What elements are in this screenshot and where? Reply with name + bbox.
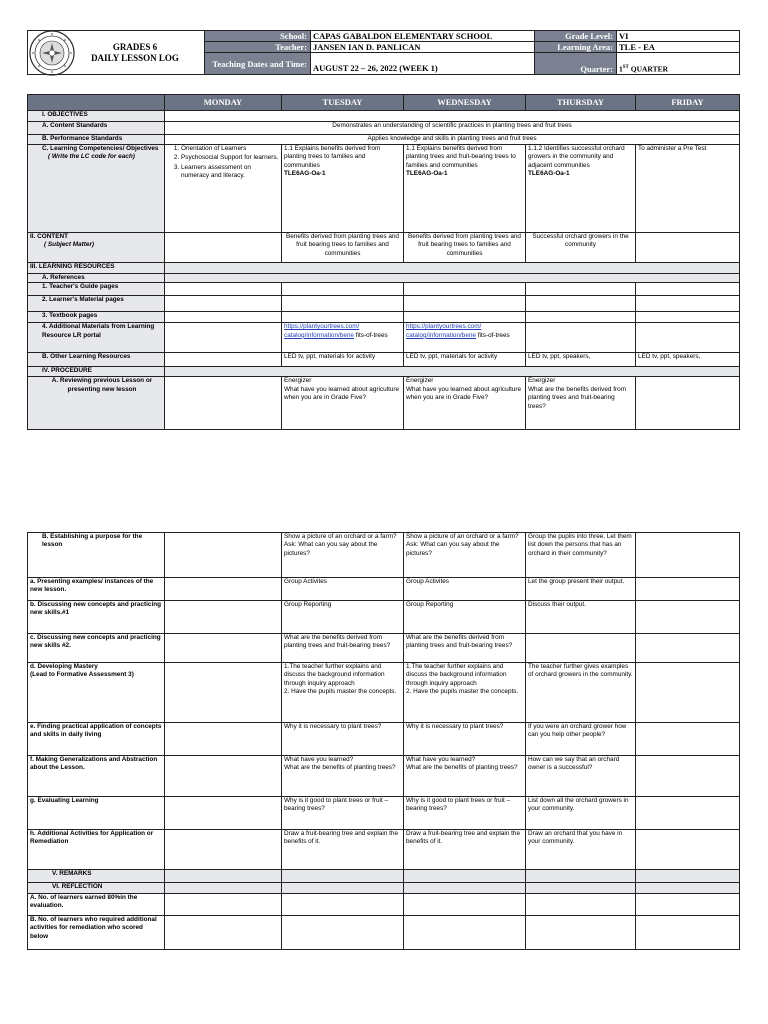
day-header-blank xyxy=(28,95,165,111)
additional-materials-label: 4. Additional Materials from Learning Resource LR portal xyxy=(28,323,165,353)
references-span xyxy=(165,274,740,283)
objectives-span xyxy=(165,111,740,122)
tg-label: 1. Teacher's Guide pages xyxy=(28,283,165,296)
proc-b-thursday: Group the pupils into three. Let them list down the persons that has an orchard in their community? xyxy=(526,533,636,578)
proc-c-label: a. Presenting examples/ instances of the new lesson. xyxy=(28,578,165,601)
resources-label: III. LEARNING RESOURCES xyxy=(28,263,165,274)
proc-d-label: b. Discussing new concepts and practicing new skills.#1 xyxy=(28,601,165,634)
proc-c-thursday: Let the group present their output. xyxy=(526,578,636,601)
other-tuesday: LED tv, ppt, materials for activity xyxy=(282,353,404,367)
content-tuesday: Benefits derived from planting trees and fruit bearing trees to families and communities xyxy=(282,233,404,263)
quarter-value xyxy=(617,53,740,75)
proc-j-tuesday: Draw a fruit-bearing tree and explain the benefits of it. xyxy=(282,830,404,870)
day-thursday: THURSDAY xyxy=(526,95,636,111)
title-line1: GRADES 6 xyxy=(112,41,158,52)
competencies-tuesday xyxy=(282,145,404,233)
school-label: School: xyxy=(205,31,311,42)
content-cell xyxy=(28,233,165,263)
title-line2: DAILY LESSON LOG xyxy=(91,52,179,63)
proc-f-label: d. Developing Mastery (Lead to Formative Assessment 3) xyxy=(28,663,165,723)
wednesday-code: TLE6AG-Oa-1 xyxy=(406,170,448,178)
day-monday: MONDAY xyxy=(165,95,282,111)
proc-f-wednesday: 1.The teacher further explains and discuss the background information through inquiry approach 2. Have the pupils master the concepts. xyxy=(404,663,526,723)
quarter-label: Quarter: xyxy=(535,53,617,75)
teacher-label: Teacher: xyxy=(205,42,311,53)
references-label: A. References xyxy=(28,274,165,283)
dates-value: AUGUST 22 – 26, 2022 (WEEK 1) xyxy=(311,53,535,75)
reflection-a-label: A. No. of learners earned 80%in the evaluation. xyxy=(28,894,165,916)
procedure-label: IV. PROCEDURE xyxy=(28,367,165,377)
proc-i-thursday: List down all the orchard growers in your community. xyxy=(526,797,636,830)
proc-h-wednesday: What have you learned? What are the benefits of planting trees? xyxy=(404,756,526,797)
proc-e-label: c. Discussing new concepts and practicing new skills #2. xyxy=(28,634,165,663)
proc-a-tuesday: Energizer What have you learned about agriculture when you are in Grade Five? xyxy=(282,377,404,430)
monday-item: 2. Psychosocial Support for learners. xyxy=(181,154,279,162)
content-wednesday: Benefits derived from planting trees and fruit bearing trees to families and communities xyxy=(404,233,526,263)
thursday-objective: 1.1.2 Identifies successful orchard growers in the community and adjacent communities xyxy=(528,145,625,169)
quarter-text: QUARTER xyxy=(628,64,668,73)
resource-link[interactable]: https://plantyourtrees.com/ xyxy=(406,323,482,331)
thursday-code: TLE6AG-Oa-1 xyxy=(528,170,570,178)
competencies-monday xyxy=(165,145,282,233)
proc-c-tuesday: Group Activites xyxy=(282,578,404,601)
proc-a-thursday: Energizer What are the benefits derived from planting trees and fruit-bearing trees? xyxy=(526,377,636,430)
monday-item: 3. Learners assessment on numeracy and literacy. xyxy=(181,164,279,181)
remarks-label: V. REMARKS xyxy=(28,870,165,883)
proc-g-label: e. Finding practical application of concepts and skills in daily living xyxy=(28,723,165,756)
proc-a-label: A. Reviewing previous Lesson or presenting new lesson xyxy=(28,377,165,430)
objectives-label: I. OBJECTIVES xyxy=(28,111,165,122)
proc-e-wednesday: What are the benefits derived from planting trees and fruit-bearing trees? xyxy=(404,634,526,663)
monday-item: 1. Orientation of Learners xyxy=(181,145,279,153)
resource-link[interactable]: catalog/information/bene xyxy=(406,331,476,339)
header-title xyxy=(28,31,205,75)
proc-b-wednesday: Show a picture of an orchard or a farm? Ask: What can you say about the pictures? xyxy=(404,533,526,578)
link-tail: fits-of-trees xyxy=(354,331,388,339)
school-value: CAPAS GABALDON ELEMENTARY SCHOOL xyxy=(311,31,535,42)
proc-f-thursday: The teacher further gives examples of orchard growers in the community. xyxy=(526,663,636,723)
competencies-wednesday xyxy=(404,145,526,233)
proc-e-tuesday: What are the benefits derived from planting trees and fruit-bearing trees? xyxy=(282,634,404,663)
proc-g-wednesday: Why it is necessary to plant trees? xyxy=(404,723,526,756)
content-thursday: Successful orchard growers in the community xyxy=(526,233,636,263)
tuesday-objective: 1.1 Explains benefits derived from planting trees to families and communities xyxy=(284,145,381,169)
grade-value: VI xyxy=(617,31,740,42)
other-wednesday: LED tv, ppt, materials for activity xyxy=(404,353,526,367)
day-wednesday: WEDNESDAY xyxy=(404,95,526,111)
content-monday xyxy=(165,233,282,263)
proc-a-wednesday: Energizer What have you learned about agriculture when you are in Grade Five? xyxy=(404,377,526,430)
proc-h-label: f. Making Generalizations and Abstraction about the Lesson. xyxy=(28,756,165,797)
lesson-table-page2 xyxy=(27,532,740,950)
proc-d-wednesday: Group Reporting xyxy=(404,601,526,634)
proc-j-thursday: Draw an orchard that you have in your community. xyxy=(526,830,636,870)
competencies-cell xyxy=(28,145,165,233)
competencies-label: C. Learning Competencies/ Objectives xyxy=(42,145,159,152)
proc-b-label: B. Establishing a purpose for the lesson xyxy=(28,533,165,578)
content-sub: ( Subject Matter) xyxy=(44,241,95,249)
teacher-value: JANSEN IAN D. PANLICAN xyxy=(311,42,535,53)
proc-i-label: g. Evaluating Learning xyxy=(28,797,165,830)
reflection-label: VI. REFLECTION xyxy=(28,883,165,894)
competencies-friday: To administer a Pre Test xyxy=(636,145,740,233)
quarter-sup: ST xyxy=(622,64,629,70)
quarter-num: 1 xyxy=(619,64,623,73)
proc-d-tuesday: Group Reporting xyxy=(282,601,404,634)
wednesday-objective: 1.1 Explains benefits derived from planting trees and fruit-bearing trees to families and communities xyxy=(406,145,516,169)
content-standards-value: Demonstrates an understanding of scientific practices in planting trees and fruit trees xyxy=(165,122,740,135)
proc-g-thursday: If you were an orchard grower how can you help other people? xyxy=(526,723,636,756)
proc-i-wednesday: Why is it good to plant trees or fruit –bearing trees? xyxy=(404,797,526,830)
tuesday-code: TLE6AG-Oa-1 xyxy=(284,170,326,178)
proc-d-thursday: Discuss their output. xyxy=(526,601,636,634)
proc-j-label: h. Additional Activities for Application or Remediation xyxy=(28,830,165,870)
resources-span xyxy=(165,263,740,274)
area-value: TLE - EA xyxy=(617,42,740,53)
lm-label: 2. Learner's Material pages xyxy=(28,296,165,312)
reflection-b-label: B. No. of learners who required additional activities for remediation who scored below xyxy=(28,916,165,950)
performance-standards-value: Applies knowledge and skills in planting trees and fruit trees xyxy=(165,135,740,145)
additional-tuesday xyxy=(282,323,404,353)
day-tuesday: TUESDAY xyxy=(282,95,404,111)
area-label: Learning Area: xyxy=(535,42,617,53)
proc-f-tuesday: 1.The teacher further explains and discuss the background information through inquiry approach 2. Have the pupils master the concepts. xyxy=(282,663,404,723)
performance-standards-label: B. Performance Standards xyxy=(28,135,165,145)
grade-label: Grade Level: xyxy=(535,31,617,42)
proc-h-thursday: How can we say that an orchard owner is a successful? xyxy=(526,756,636,797)
dates-label: Teaching Dates and Time: xyxy=(205,53,311,75)
competencies-thursday xyxy=(526,145,636,233)
proc-g-tuesday: Why it is necessary to plant trees? xyxy=(282,723,404,756)
link-tail: fits-of-trees xyxy=(476,331,510,339)
proc-i-tuesday: Why is it good to plant trees or fruit –bearing trees? xyxy=(282,797,404,830)
other-thursday: LED tv, ppt, speakers, xyxy=(526,353,636,367)
procedure-span xyxy=(165,367,740,377)
proc-b-tuesday: Show a picture of an orchard or a farm? Ask: What can you say about the pictures? xyxy=(282,533,404,578)
header-table xyxy=(27,30,740,75)
other-resources-label: B. Other Learning Resources xyxy=(28,353,165,367)
content-standards-label: A. Content Standards xyxy=(28,122,165,135)
textbook-label: 3. Textbook pages xyxy=(28,312,165,323)
resource-link[interactable]: https://plantyourtrees.com/ xyxy=(284,323,360,331)
other-friday: LED tv, ppt, speakers, xyxy=(636,353,740,367)
proc-h-tuesday: What have you learned? What are the benefits of planting trees? xyxy=(282,756,404,797)
proc-j-wednesday: Draw a fruit-bearing tree and explain the benefits of it. xyxy=(404,830,526,870)
competencies-sub: ( Write the LC code for each) xyxy=(48,153,135,161)
proc-c-wednesday: Group Activites xyxy=(404,578,526,601)
content-friday xyxy=(636,233,740,263)
lesson-table-page1 xyxy=(27,94,740,430)
day-friday: FRIDAY xyxy=(636,95,740,111)
content-label: II. CONTENT xyxy=(30,233,68,240)
additional-wednesday xyxy=(404,323,526,353)
day-header-row xyxy=(28,95,740,111)
resource-link[interactable]: catalog/information/bene xyxy=(284,331,354,339)
